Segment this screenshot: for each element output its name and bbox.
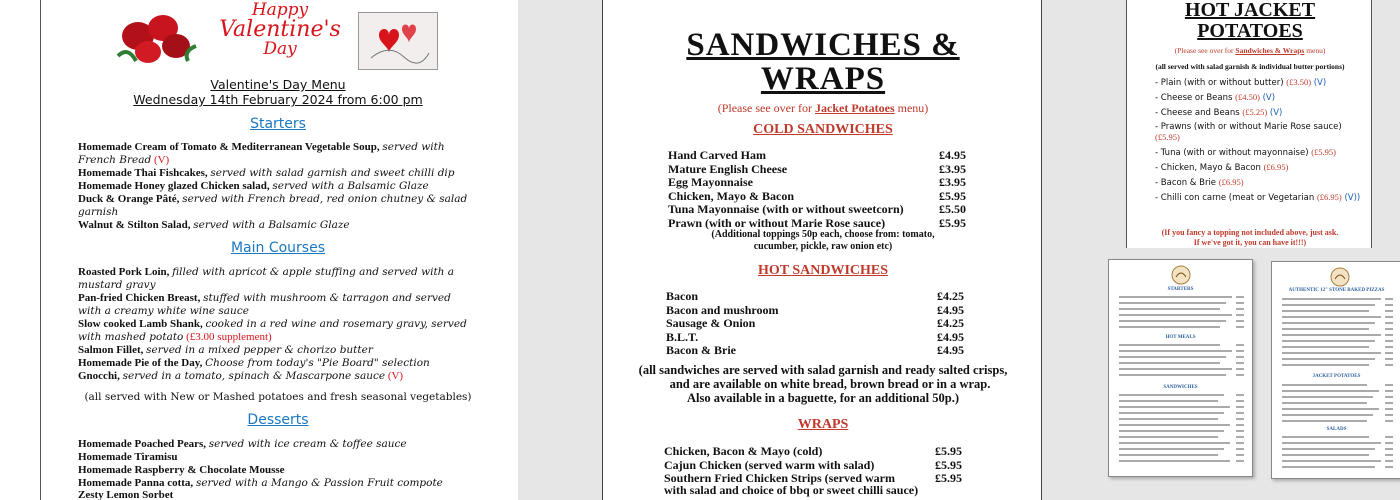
thumb-price-line xyxy=(1385,316,1393,318)
thumb-price-line xyxy=(1236,368,1244,370)
thumb-text-line xyxy=(1119,350,1232,352)
thumb-price-line xyxy=(1236,374,1244,376)
main-item: Gnocchi, served in a tomato, spinach & Mascarpone sauce (V) xyxy=(78,370,404,382)
thumb-price-line xyxy=(1385,298,1393,300)
desserts-heading: Desserts xyxy=(247,412,309,428)
jacket-potato-name: Plain (with or without butter) xyxy=(1160,78,1284,88)
thumb-price-line xyxy=(1385,408,1393,410)
thumb-text-line xyxy=(1119,460,1230,462)
thumb-price-line xyxy=(1385,448,1393,450)
thumb-text-line xyxy=(1282,454,1369,456)
thumb-text-line xyxy=(1119,374,1226,376)
jacket-potato-item xyxy=(1155,162,1365,173)
bullet-dash: - xyxy=(1155,178,1161,188)
vegetarian-tag: (V) xyxy=(1262,93,1276,103)
hot-sandwich-name: Bacon and mushroom xyxy=(666,302,779,317)
thumb-text-line xyxy=(1119,412,1224,414)
cold-sandwich-name: Mature English Cheese xyxy=(668,161,788,176)
vegetarian-tag: (V) xyxy=(1269,108,1283,118)
cold-sandwich-name: Hand Carved Ham xyxy=(668,148,767,162)
thumb-price-line xyxy=(1385,352,1393,354)
bullet-dash: - xyxy=(1155,122,1161,132)
thumb-price-line xyxy=(1236,424,1244,426)
thumb-text-line xyxy=(1282,396,1373,398)
hot-sandwich-name: Bacon xyxy=(666,289,699,303)
potatoes-title-line1: HOT JACKET xyxy=(1184,0,1316,21)
thumb-price-line xyxy=(1236,344,1244,346)
thumb-text-line xyxy=(1282,364,1369,366)
cold-sandwich-name: Chicken, Mayo & Bacon xyxy=(668,188,794,203)
art-word-valentines: Valentine's xyxy=(219,17,341,42)
thumb-text-line xyxy=(1119,394,1224,396)
thumb-text-line xyxy=(1282,346,1369,348)
thumb-price-line xyxy=(1236,326,1244,328)
hot-sandwich-name: Bacon & Brie xyxy=(666,343,736,357)
happy-valentines-art xyxy=(205,2,355,58)
thumb-price-line xyxy=(1385,402,1393,404)
thumb-price-line xyxy=(1236,454,1244,456)
vegetarian-tag: (V)) xyxy=(1344,193,1361,203)
thumb-price-line xyxy=(1236,314,1244,316)
thumb-price-line xyxy=(1236,406,1244,408)
thumb-price-line xyxy=(1385,396,1393,398)
thumb-price-line xyxy=(1236,430,1244,432)
jacket-potato-name: Cheese and Beans xyxy=(1160,108,1240,118)
thumb-text-line xyxy=(1119,442,1230,444)
thumb-price-line xyxy=(1385,304,1393,306)
thumb-price-line xyxy=(1385,466,1393,468)
thumb-text-line xyxy=(1282,316,1381,318)
logo-icon xyxy=(1330,267,1350,287)
thumb-price-line xyxy=(1385,454,1393,456)
menu-thumbnail-right[interactable] xyxy=(1271,261,1400,479)
thumb-price-line xyxy=(1385,334,1393,336)
thumb-text-line xyxy=(1282,340,1375,342)
cold-sandwich-price: £3.95 xyxy=(939,161,966,176)
main-item: Salmon Fillet, served in a mixed pepper & chorizo butter xyxy=(78,344,373,356)
thumb-price-line xyxy=(1385,340,1393,342)
jacket-potato-price: (£3.50) xyxy=(1286,77,1312,87)
thumb-price-line xyxy=(1236,362,1244,364)
thumb-price-line xyxy=(1236,400,1244,402)
thumb-text-line xyxy=(1119,356,1226,358)
jacket-potato-item xyxy=(1155,122,1365,143)
thumb-price-line xyxy=(1385,358,1393,360)
main-item: Slow cooked Lamb Shank, cooked in a red wine and rosemary gravy, served with mashed potato (£3.00 supplement) xyxy=(78,318,467,343)
starters-heading: Starters xyxy=(250,116,306,132)
thumb-text-line xyxy=(1119,308,1220,310)
bullet-dash: - xyxy=(1155,78,1161,88)
hot-sandwich-price: £4.95 xyxy=(937,302,964,317)
dessert-item: Homemade Raspberry & Chocolate Mousse xyxy=(78,464,285,476)
thumb-price-line xyxy=(1385,460,1393,462)
thumb-heading: JACKET POTATOES xyxy=(1312,374,1361,379)
thumb-price-line xyxy=(1385,384,1393,386)
toppings-note: (Additional toppings 50p each, choose from: tomato, cucumber, pickle, raw onion etc) xyxy=(711,229,935,252)
potatoes-note: (Please see over for Sandwiches & Wraps menu) xyxy=(1174,46,1326,55)
dessert-item: Homemade Poached Pears, served with ice cream & toffee sauce xyxy=(78,438,407,450)
hot-sandwich-price: £4.95 xyxy=(937,329,964,344)
bullet-dash: - xyxy=(1155,108,1161,118)
thumb-text-line xyxy=(1282,460,1381,462)
mains-note: (all served with New or Mashed potatoes and fresh seasonal vegetables) xyxy=(84,391,472,403)
logo-icon xyxy=(1171,265,1191,285)
cold-sandwich-name: Tuna Mayonnaise (with or without sweetcorn) xyxy=(668,202,904,216)
thumb-text-line xyxy=(1282,420,1367,422)
thumb-text-line xyxy=(1282,414,1373,416)
wraps-heading: WRAPS xyxy=(797,417,849,432)
jacket-potato-price: (£5.25) xyxy=(1242,107,1268,117)
cold-sandwich-price: £5.95 xyxy=(939,188,966,203)
thumb-text-line xyxy=(1119,448,1224,450)
art-word-day: Day xyxy=(263,39,297,59)
bullet-dash: - xyxy=(1155,93,1161,103)
thumb-price-line xyxy=(1236,436,1244,438)
thumb-text-line xyxy=(1282,298,1381,300)
thumb-price-line xyxy=(1385,442,1393,444)
menu-thumbnail-left[interactable] xyxy=(1108,259,1253,477)
hot-sandwich-price: £4.25 xyxy=(937,289,964,303)
thumb-price-line xyxy=(1385,364,1393,366)
thumb-price-line xyxy=(1236,320,1244,322)
art-word-happy: Happy xyxy=(251,0,309,20)
thumb-text-line xyxy=(1282,436,1369,438)
thumb-text-line xyxy=(1119,296,1232,298)
menu-date: Wednesday 14th February 2024 from 6:00 pm xyxy=(133,92,423,107)
thumb-text-line xyxy=(1282,384,1367,386)
thumb-text-line xyxy=(1282,334,1381,336)
jacket-potatoes-page xyxy=(1126,0,1372,248)
thumb-text-line xyxy=(1119,406,1230,408)
thumb-text-line xyxy=(1119,436,1218,438)
jacket-potato-price: (£6.95) xyxy=(1316,192,1342,202)
thumb-text-line xyxy=(1119,362,1220,364)
jacket-potato-item xyxy=(1155,77,1365,88)
jacket-potato-name: Bacon & Brie xyxy=(1160,178,1217,188)
wrap-price: £5.95 xyxy=(935,471,962,485)
thumb-price-line xyxy=(1236,302,1244,304)
jacket-potato-price: (£4.50) xyxy=(1235,92,1260,102)
thumb-price-line xyxy=(1385,414,1393,416)
bullet-dash: - xyxy=(1155,193,1161,203)
starter-item: Duck & Orange Pâté, served with French bread, red onion chutney & salad garnish xyxy=(78,193,468,218)
cold-sandwich-price: £5.95 xyxy=(939,215,966,230)
wrap-price: £5.95 xyxy=(935,444,962,458)
sandwiches-title-line1: SANDWICHES & xyxy=(686,27,960,63)
thumb-text-line xyxy=(1119,368,1232,370)
jacket-potato-price: (£6.95) xyxy=(1218,177,1244,187)
starter-item: Homemade Cream of Tomato & Mediterranean Vegetable Soup, served with French Bread (V) xyxy=(78,141,445,166)
dessert-item: Homemade Tiramisu xyxy=(78,451,178,463)
jacket-potato-item xyxy=(1155,177,1365,188)
thumb-text-line xyxy=(1282,328,1369,330)
wrap-name: Cajun Chicken (served warm with salad) xyxy=(664,457,875,472)
wrap-price: £5.95 xyxy=(935,457,962,472)
bullet-dash: - xyxy=(1155,163,1161,173)
jacket-potato-item xyxy=(1155,192,1365,203)
cold-sandwich-name: Egg Mayonnaise xyxy=(668,175,754,189)
main-item: Pan-fried Chicken Breast, stuffed with mushroom & tarragon and served with a creamy white wine sauce xyxy=(78,292,451,317)
thumb-text-line xyxy=(1119,454,1218,456)
sandwiches-served-note: (all sandwiches are served with salad garnish and ready salted crisps, and are available on white bread, brown bread or in a wrap. Also available in a baguette, for an additional 50p.) xyxy=(638,363,1008,405)
dessert-item: Zesty Lemon Sorbet xyxy=(78,489,174,500)
thumb-price-line xyxy=(1236,356,1244,358)
bullet-dash: - xyxy=(1155,148,1161,158)
thumb-heading: SANDWICHES xyxy=(1163,385,1198,390)
cold-sandwich-name: Prawn (with or without Marie Rose sauce) xyxy=(668,215,886,230)
thumb-text-line xyxy=(1119,424,1230,426)
sandwiches-title-line2: WRAPS xyxy=(760,61,886,97)
thumb-text-line xyxy=(1282,442,1381,444)
thumb-price-line xyxy=(1236,308,1244,310)
thumb-heading: AUTHENTIC 12" STONE BAKED PIZZAS xyxy=(1288,288,1385,293)
jacket-potato-item xyxy=(1155,92,1365,103)
thumb-price-line xyxy=(1236,442,1244,444)
thumb-text-line xyxy=(1282,358,1375,360)
jacket-potato-price: (£5.95) xyxy=(1155,132,1180,142)
thumb-heading: STARTERS xyxy=(1167,287,1194,292)
thumb-text-line xyxy=(1282,402,1367,404)
cold-sandwich-price: £4.95 xyxy=(939,148,966,162)
main-item: Roasted Pork Loin, filled with apricot & apple stuffing and served with a mustard gravy xyxy=(78,266,455,291)
thumb-price-line xyxy=(1236,460,1244,462)
cold-sandwich-price: £5.50 xyxy=(939,202,966,216)
starter-item: Homemade Honey glazed Chicken salad, served with a Balsamic Glaze xyxy=(78,180,429,192)
starter-item: Homemade Thai Fishcakes, served with salad garnish and sweet chilli dip xyxy=(78,167,455,179)
thumb-price-line xyxy=(1236,350,1244,352)
dessert-item: Homemade Panna cotta, served with a Mango & Passion Fruit compote xyxy=(78,477,443,489)
thumb-price-line xyxy=(1236,394,1244,396)
thumb-text-line xyxy=(1282,304,1375,306)
valentine-menu-page xyxy=(0,0,518,500)
hot-sandwich-name: B.L.T. xyxy=(666,329,699,344)
thumb-text-line xyxy=(1119,400,1218,402)
hot-sandwiches-heading: HOT SANDWICHES xyxy=(757,263,889,278)
thumb-heading: HOT MEALS xyxy=(1165,335,1196,340)
thumb-price-line xyxy=(1385,322,1393,324)
jacket-potato-price: (£6.95) xyxy=(1263,162,1289,172)
potatoes-footer: (If you fancy a topping not included above, just ask. If we've got it, you can have it!!!) xyxy=(1161,228,1339,247)
thumb-text-line xyxy=(1119,418,1218,420)
thumb-text-line xyxy=(1119,344,1220,346)
jacket-potato-name: Tuna (with or without mayonnaise) xyxy=(1160,148,1309,158)
thumb-price-line xyxy=(1385,310,1393,312)
thumb-price-line xyxy=(1236,412,1244,414)
jacket-potato-item xyxy=(1155,147,1365,158)
thumb-text-line xyxy=(1282,408,1379,410)
main-courses-heading: Main Courses xyxy=(230,240,326,256)
thumb-text-line xyxy=(1119,302,1226,304)
cold-sandwich-price: £3.95 xyxy=(939,175,966,189)
thumb-text-line xyxy=(1119,314,1232,316)
thumb-heading: SALADS xyxy=(1326,427,1347,432)
thumb-text-line xyxy=(1119,320,1226,322)
wrap-name: Chicken, Bacon & Mayo (cold) xyxy=(664,444,823,458)
thumb-text-line xyxy=(1282,390,1379,392)
jacket-potato-item xyxy=(1155,107,1365,118)
potatoes-served-note: (all served with salad garnish & individual butter portions) xyxy=(1155,62,1345,71)
thumb-text-line xyxy=(1119,326,1220,328)
thumb-price-line xyxy=(1385,436,1393,438)
hot-sandwich-price: £4.95 xyxy=(937,343,964,357)
starter-item: Walnut & Stilton Salad, served with a Balsamic Glaze xyxy=(78,219,350,231)
thumb-text-line xyxy=(1282,352,1381,354)
thumb-price-line xyxy=(1385,390,1393,392)
hot-sandwich-price: £4.25 xyxy=(937,316,964,330)
roses-image xyxy=(108,6,202,68)
wrap-name: Southern Fried Chicken Strips (served warm xyxy=(664,471,895,485)
sandwiches-note: (Please see over for Jacket Potatoes menu) xyxy=(717,101,929,115)
thumb-price-line xyxy=(1236,418,1244,420)
sandwiches-menu-page xyxy=(602,0,1042,500)
wrap-item-continued: with salad and choice of bbq or sweet chilli sauce) xyxy=(664,483,919,497)
jacket-potato-name: Cheese or Beans xyxy=(1160,93,1233,103)
jacket-potato-price: (£5.95) xyxy=(1311,147,1337,157)
jacket-potato-name: Prawns (with or without Marie Rose sauce) xyxy=(1160,122,1342,132)
thumb-price-line xyxy=(1385,420,1393,422)
thumb-price-line xyxy=(1236,296,1244,298)
thumb-text-line xyxy=(1282,466,1375,468)
thumb-price-line xyxy=(1385,346,1393,348)
jacket-potato-name: Chicken, Mayo & Bacon xyxy=(1160,163,1261,173)
thumb-text-line xyxy=(1282,310,1369,312)
hot-sandwich-name: Sausage & Onion xyxy=(666,316,756,330)
thumb-price-line xyxy=(1236,448,1244,450)
thumb-text-line xyxy=(1282,322,1375,324)
thumb-text-line xyxy=(1282,448,1375,450)
menu-title: Valentine's Day Menu xyxy=(210,77,346,92)
cold-sandwiches-heading: COLD SANDWICHES xyxy=(753,122,893,137)
thumb-price-line xyxy=(1385,328,1393,330)
hearts-image xyxy=(358,12,438,70)
vegetarian-tag: (V) xyxy=(1313,78,1327,88)
thumb-text-line xyxy=(1119,430,1224,432)
potatoes-title-line2: POTATOES xyxy=(1197,20,1303,42)
main-item: Homemade Pie of the Day, Choose from today's "Pie Board" selection xyxy=(78,357,430,369)
jacket-potato-name: Chilli con carne (meat or Vegetarian xyxy=(1160,193,1315,203)
